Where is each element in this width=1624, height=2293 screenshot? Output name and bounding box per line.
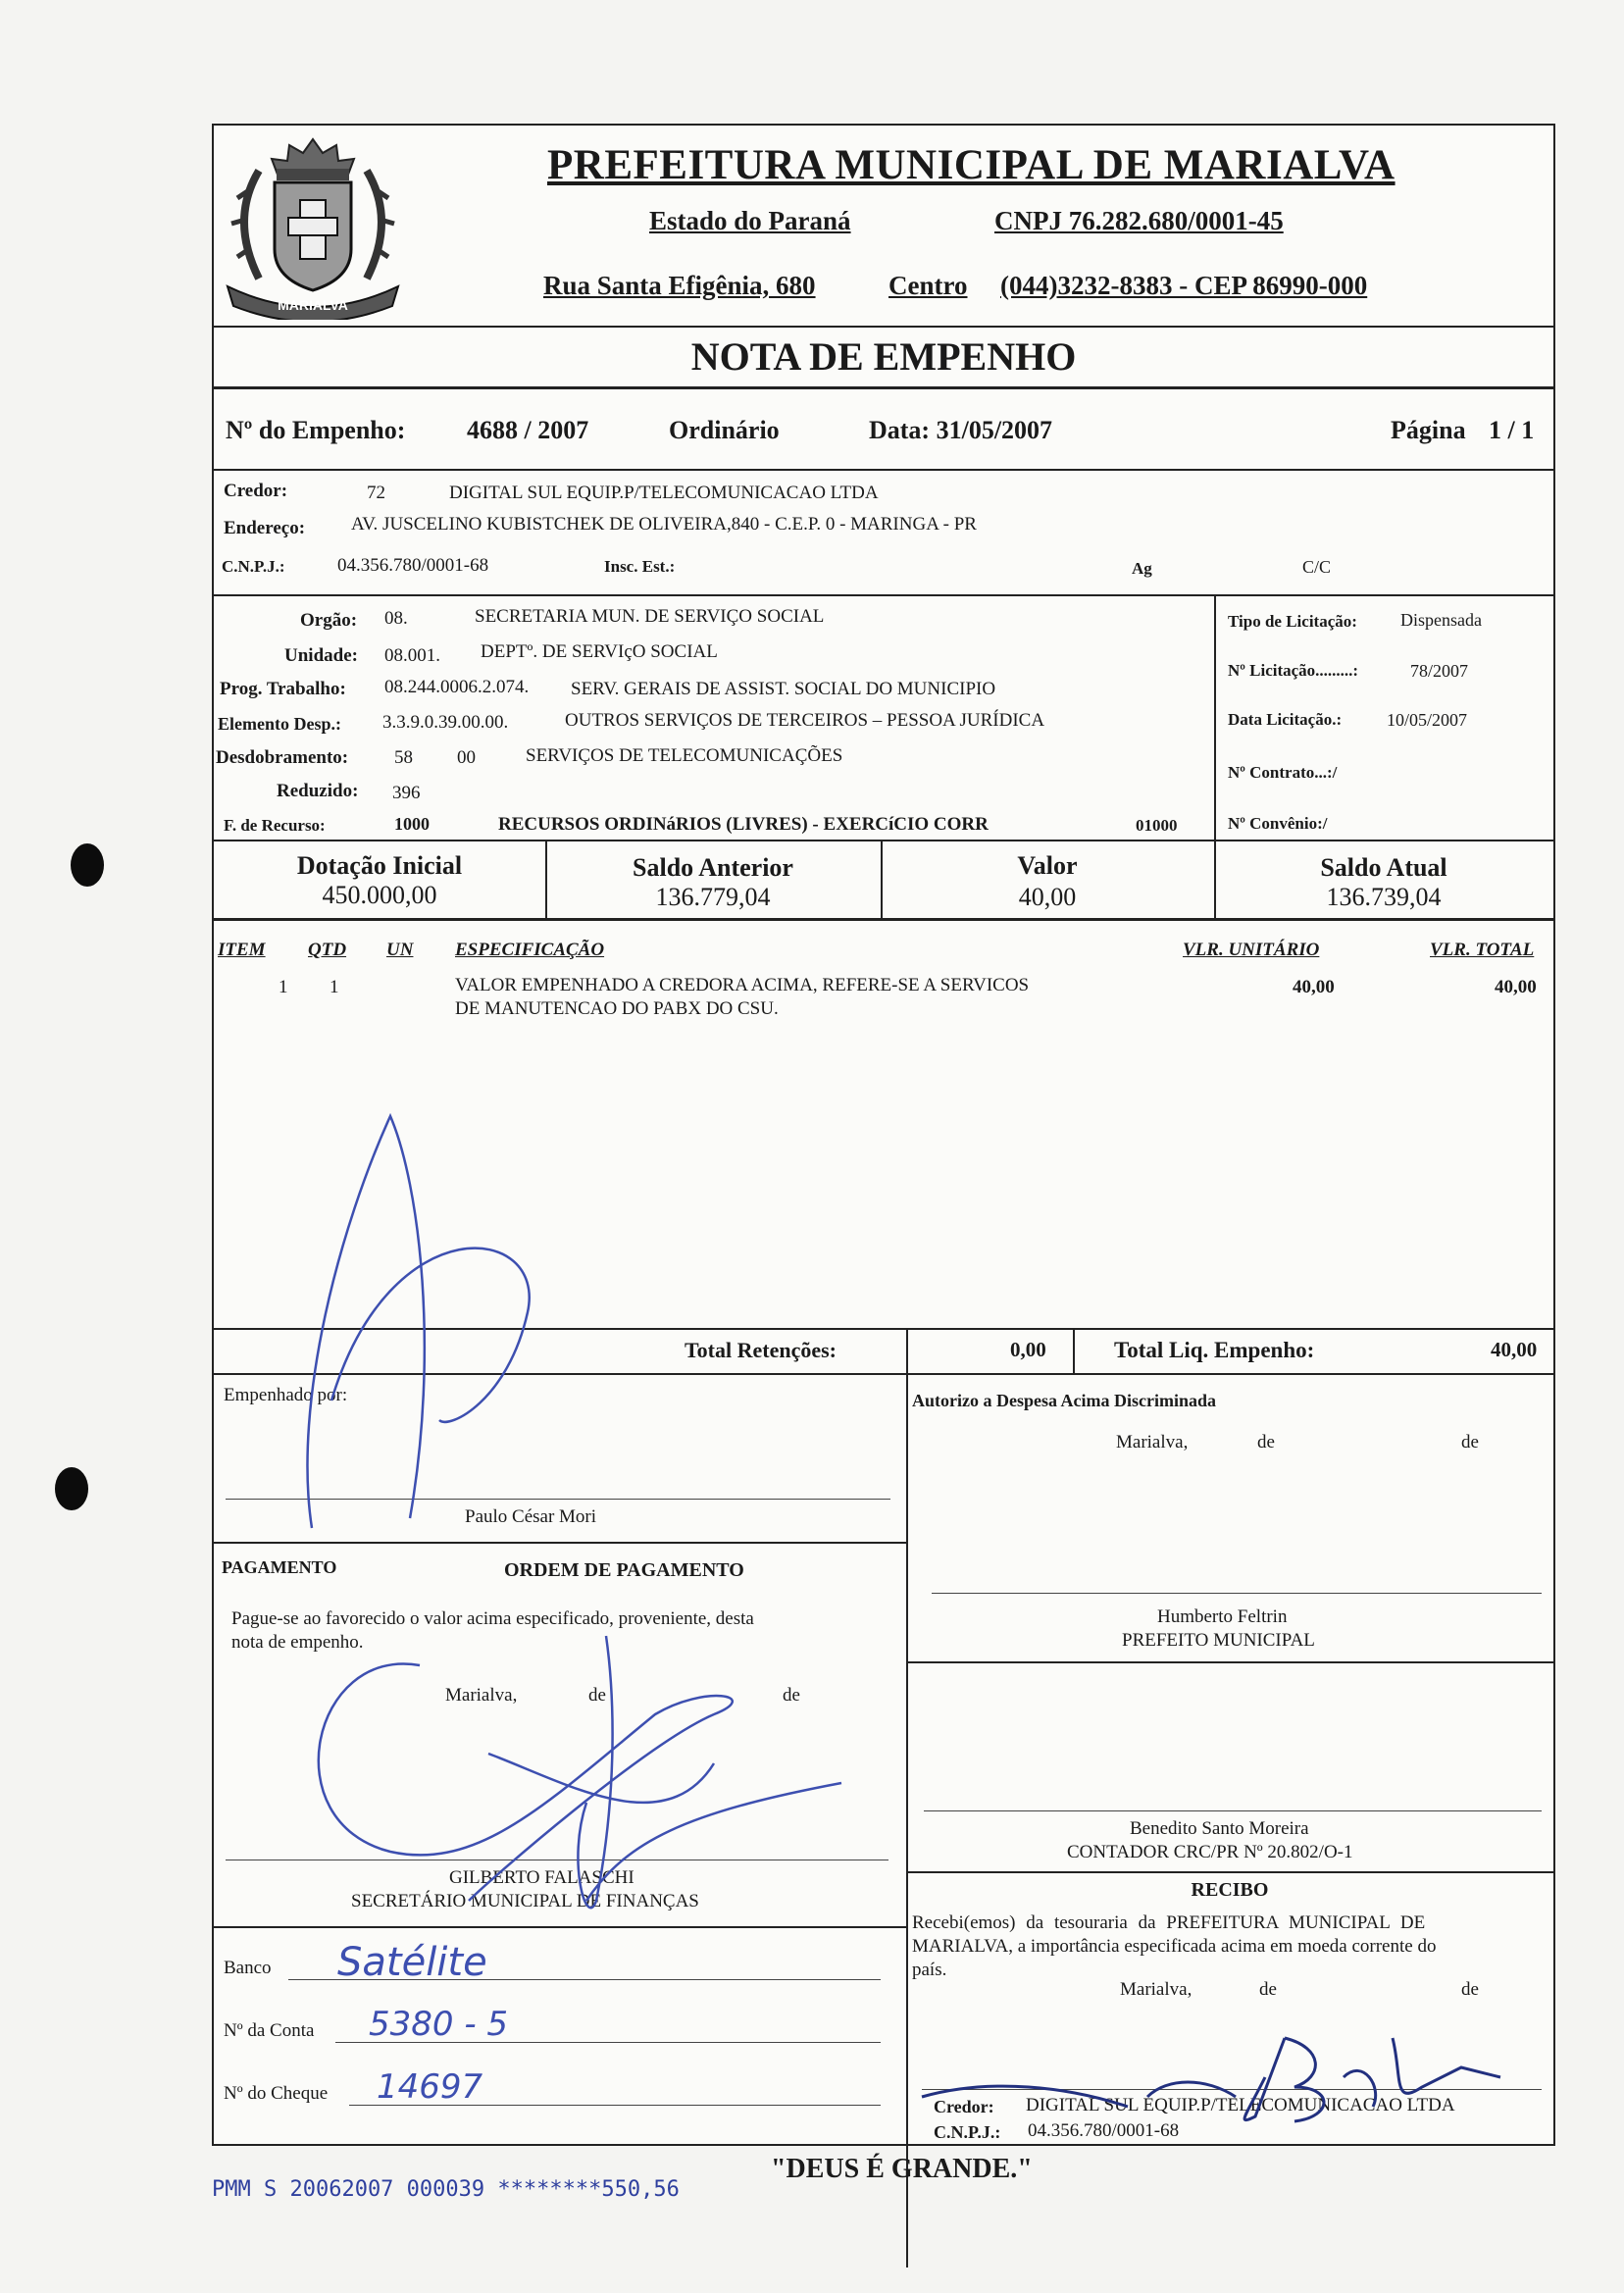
cheque-label: Nº do Cheque bbox=[224, 2083, 329, 2104]
page-number: 1 / 1 bbox=[1489, 416, 1535, 444]
reduzido-label: Reduzido: bbox=[277, 781, 359, 801]
secretario-name: GILBERTO FALASCHI bbox=[449, 1867, 634, 1888]
banco-label: Banco bbox=[224, 1958, 272, 1978]
insc-est-label: Insc. Est.: bbox=[604, 557, 676, 576]
municipality-title: PREFEITURA MUNICIPAL DE MARIALVA bbox=[547, 142, 1396, 188]
total-liquido-value: 40,00 bbox=[1491, 1338, 1538, 1361]
credor-cnpj: 04.356.780/0001-68 bbox=[337, 555, 489, 576]
valor-label: Valor bbox=[1017, 851, 1078, 880]
fonte-recurso-label: F. de Recurso: bbox=[224, 816, 326, 835]
retencoes-label: Total Retenções: bbox=[685, 1338, 837, 1362]
empenhado-por-name: Paulo César Mori bbox=[465, 1506, 597, 1527]
saldo-anterior-label: Saldo Anterior bbox=[633, 853, 793, 882]
recibo-text-line2: MARIALVA, a importância especificada acima em moeda corrente do bbox=[912, 1936, 1437, 1957]
prog-trabalho-label: Prog. Trabalho: bbox=[220, 679, 346, 699]
tipo-licitacao-label: Tipo de Licitação: bbox=[1228, 612, 1357, 631]
ordem-pagamento-label: ORDEM DE PAGAMENTO bbox=[504, 1559, 744, 1581]
num-licitacao-label: Nº Licitação.........: bbox=[1228, 661, 1359, 680]
machine-stamp: PMM S 20062007 000039 ********550,56 bbox=[212, 2177, 680, 2202]
saldo-atual-value: 136.739,04 bbox=[1326, 883, 1442, 911]
autorizo-de-1: de bbox=[1257, 1432, 1275, 1452]
pagamento-label: PAGAMENTO bbox=[222, 1557, 337, 1577]
col-item: ITEM bbox=[218, 940, 266, 960]
elemento-name: OUTROS SERVIÇOS DE TERCEIROS – PESSOA JURÍDICA bbox=[565, 710, 1045, 731]
convenio-label: Nº Convênio:/ bbox=[1228, 814, 1328, 833]
recibo-credor-name: DIGITAL SUL EQUIP.P/TELECOMUNICACAO LTDA bbox=[1026, 2095, 1455, 2115]
data-licitacao-label: Data Licitação.: bbox=[1228, 710, 1343, 729]
desdobramento-label: Desdobramento: bbox=[216, 747, 349, 768]
address-label: Endereço: bbox=[224, 518, 306, 538]
col-qtd: QTD bbox=[308, 940, 347, 960]
valor-value: 40,00 bbox=[1018, 883, 1077, 911]
dotacao-value: 450.000,00 bbox=[322, 881, 437, 909]
autorizo-label: Autorizo a Despesa Acima Discriminada bbox=[912, 1391, 1216, 1410]
recibo-text-line3: país. bbox=[912, 1960, 947, 1980]
reduzido-code: 396 bbox=[392, 783, 421, 803]
col-un: UN bbox=[386, 940, 414, 960]
col-valor-unitario: VLR. UNITÁRIO bbox=[1183, 940, 1320, 960]
municipality-cnpj: CNPJ 76.282.680/0001-45 bbox=[994, 206, 1284, 235]
row-valor-unitario: 40,00 bbox=[1293, 977, 1335, 997]
signature-empenhado bbox=[273, 1106, 567, 1538]
address-street: Rua Santa Efigênia, 680 bbox=[543, 271, 816, 300]
contador-name: Benedito Santo Moreira bbox=[1130, 1818, 1309, 1839]
prefeito-name: Humberto Feltrin bbox=[1157, 1606, 1288, 1627]
row-item: 1 bbox=[279, 977, 288, 997]
pagamento-text-line2: nota de empenho. bbox=[231, 1632, 364, 1653]
recibo-cnpj-label: C.N.P.J.: bbox=[934, 2122, 1001, 2142]
unidade-name: DEPTº. DE SERVIçO SOCIAL bbox=[481, 641, 718, 662]
unidade-label: Unidade: bbox=[284, 645, 358, 666]
recibo-title: RECIBO bbox=[1191, 1879, 1269, 1901]
fonte-recurso-number: 01000 bbox=[1136, 816, 1178, 835]
recibo-credor-label: Credor: bbox=[934, 2097, 994, 2116]
pagamento-de-2: de bbox=[783, 1685, 800, 1706]
empenho-type: Ordinário bbox=[669, 416, 780, 444]
autorizo-de-2: de bbox=[1461, 1432, 1479, 1452]
credor-code: 72 bbox=[367, 483, 385, 503]
contrato-label: Nº Contrato...:/ bbox=[1228, 763, 1338, 782]
recibo-de-1: de bbox=[1259, 1979, 1277, 2000]
empenho-number-label: Nº do Empenho: bbox=[226, 416, 406, 444]
pagamento-de-1: de bbox=[588, 1685, 606, 1706]
recibo-cnpj: 04.356.780/0001-68 bbox=[1028, 2120, 1180, 2141]
footer-motto: "DEUS É GRANDE." bbox=[771, 2154, 1033, 2184]
pagamento-city: Marialva, bbox=[445, 1685, 518, 1706]
empenho-date: Data: 31/05/2007 bbox=[869, 416, 1053, 444]
desdobramento-name: SERVIÇOS DE TELECOMUNICAÇÕES bbox=[526, 745, 843, 766]
binder-hole-top bbox=[71, 843, 104, 887]
credor-label: Credor: bbox=[224, 481, 288, 501]
retencoes-value: 0,00 bbox=[1010, 1338, 1046, 1361]
state-name: Estado do Paraná bbox=[649, 206, 851, 235]
signature-recibo bbox=[912, 2018, 1530, 2136]
fonte-recurso-code: 1000 bbox=[394, 814, 430, 834]
orgao-name: SECRETARIA MUN. DE SERVIÇO SOCIAL bbox=[475, 606, 825, 627]
agency-label: Ag bbox=[1132, 559, 1152, 578]
prefeito-title: PREFEITO MUNICIPAL bbox=[1122, 1630, 1315, 1651]
unidade-code: 08.001. bbox=[384, 645, 440, 666]
autorizo-city: Marialva, bbox=[1116, 1432, 1189, 1452]
num-licitacao: 78/2007 bbox=[1410, 661, 1469, 681]
credor-name: DIGITAL SUL EQUIP.P/TELECOMUNICACAO LTDA bbox=[449, 483, 879, 503]
prog-trabalho-name: SERV. GERAIS DE ASSIST. SOCIAL DO MUNICIPIO bbox=[571, 679, 996, 699]
document-title: NOTA DE EMPENHO bbox=[690, 334, 1077, 379]
recibo-de-2: de bbox=[1461, 1979, 1479, 2000]
tipo-licitacao: Dispensada bbox=[1400, 610, 1482, 630]
col-valor-total: VLR. TOTAL bbox=[1430, 940, 1535, 960]
credor-cnpj-label: C.N.P.J.: bbox=[222, 557, 285, 576]
secretario-title: SECRETÁRIO MUNICIPAL DE FINANÇAS bbox=[351, 1891, 699, 1911]
account-label: C/C bbox=[1302, 557, 1332, 577]
orgao-code: 08. bbox=[384, 608, 408, 629]
municipal-crest-icon bbox=[220, 131, 406, 320]
recibo-text-line1: Recebi(emos) da tesouraria da PREFEITURA MUNICIPAL DE bbox=[912, 1912, 1426, 1933]
recibo-city: Marialva, bbox=[1120, 1979, 1193, 2000]
binder-hole-bottom bbox=[55, 1467, 88, 1510]
empenho-number: 4688 / 2007 bbox=[467, 416, 589, 444]
desdobramento-code: 58 bbox=[394, 747, 413, 768]
empenhado-por-label: Empenhado por: bbox=[224, 1385, 348, 1405]
banco-value: Satélite bbox=[337, 1940, 487, 1985]
contador-title: CONTADOR CRC/PR Nº 20.802/O-1 bbox=[1067, 1842, 1353, 1862]
phone-cep: (044)3232-8383 - CEP 86990-000 bbox=[1000, 271, 1368, 300]
row-especificacao-line2: DE MANUTENCAO DO PABX DO CSU. bbox=[455, 998, 779, 1019]
conta-value: 5380 - 5 bbox=[369, 2005, 509, 2044]
total-liquido-label: Total Liq. Empenho: bbox=[1114, 1338, 1315, 1362]
orgao-label: Orgão: bbox=[300, 610, 358, 631]
row-valor-total: 40,00 bbox=[1495, 977, 1537, 997]
cheque-value: 14697 bbox=[377, 2067, 483, 2107]
elemento-label: Elemento Desp.: bbox=[218, 714, 341, 734]
col-especificacao: ESPECIFICAÇÃO bbox=[455, 940, 605, 960]
address-district: Centro bbox=[888, 271, 968, 300]
conta-label: Nº da Conta bbox=[224, 2020, 315, 2041]
credor-address: AV. JUSCELINO KUBISTCHEK DE OLIVEIRA,840 - C.E.P. 0 - MARINGA - PR bbox=[351, 514, 977, 535]
desdobramento-sub: 00 bbox=[457, 747, 476, 768]
row-qtd: 1 bbox=[330, 977, 339, 997]
data-licitacao: 10/05/2007 bbox=[1387, 710, 1468, 730]
elemento-code: 3.3.9.0.39.00.00. bbox=[382, 712, 509, 733]
dotacao-label: Dotação Inicial bbox=[296, 851, 463, 880]
fonte-recurso-name: RECURSOS ORDINáRIOS (LIVRES) - EXERCíCIO CORR bbox=[498, 814, 989, 835]
page-label: Página bbox=[1391, 416, 1466, 444]
svg-text:MARIALVA: MARIALVA bbox=[278, 297, 348, 313]
saldo-anterior-value: 136.779,04 bbox=[655, 883, 771, 911]
pagamento-text-line1: Pague-se ao favorecido o valor acima especificado, proveniente, desta bbox=[231, 1608, 754, 1629]
row-especificacao-line1: VALOR EMPENHADO A CREDORA ACIMA, REFERE-SE A SERVICOS bbox=[455, 975, 1030, 995]
empenho-form bbox=[212, 124, 1555, 2146]
saldo-atual-label: Saldo Atual bbox=[1320, 853, 1447, 882]
prog-trabalho-code: 08.244.0006.2.074. bbox=[384, 677, 530, 697]
